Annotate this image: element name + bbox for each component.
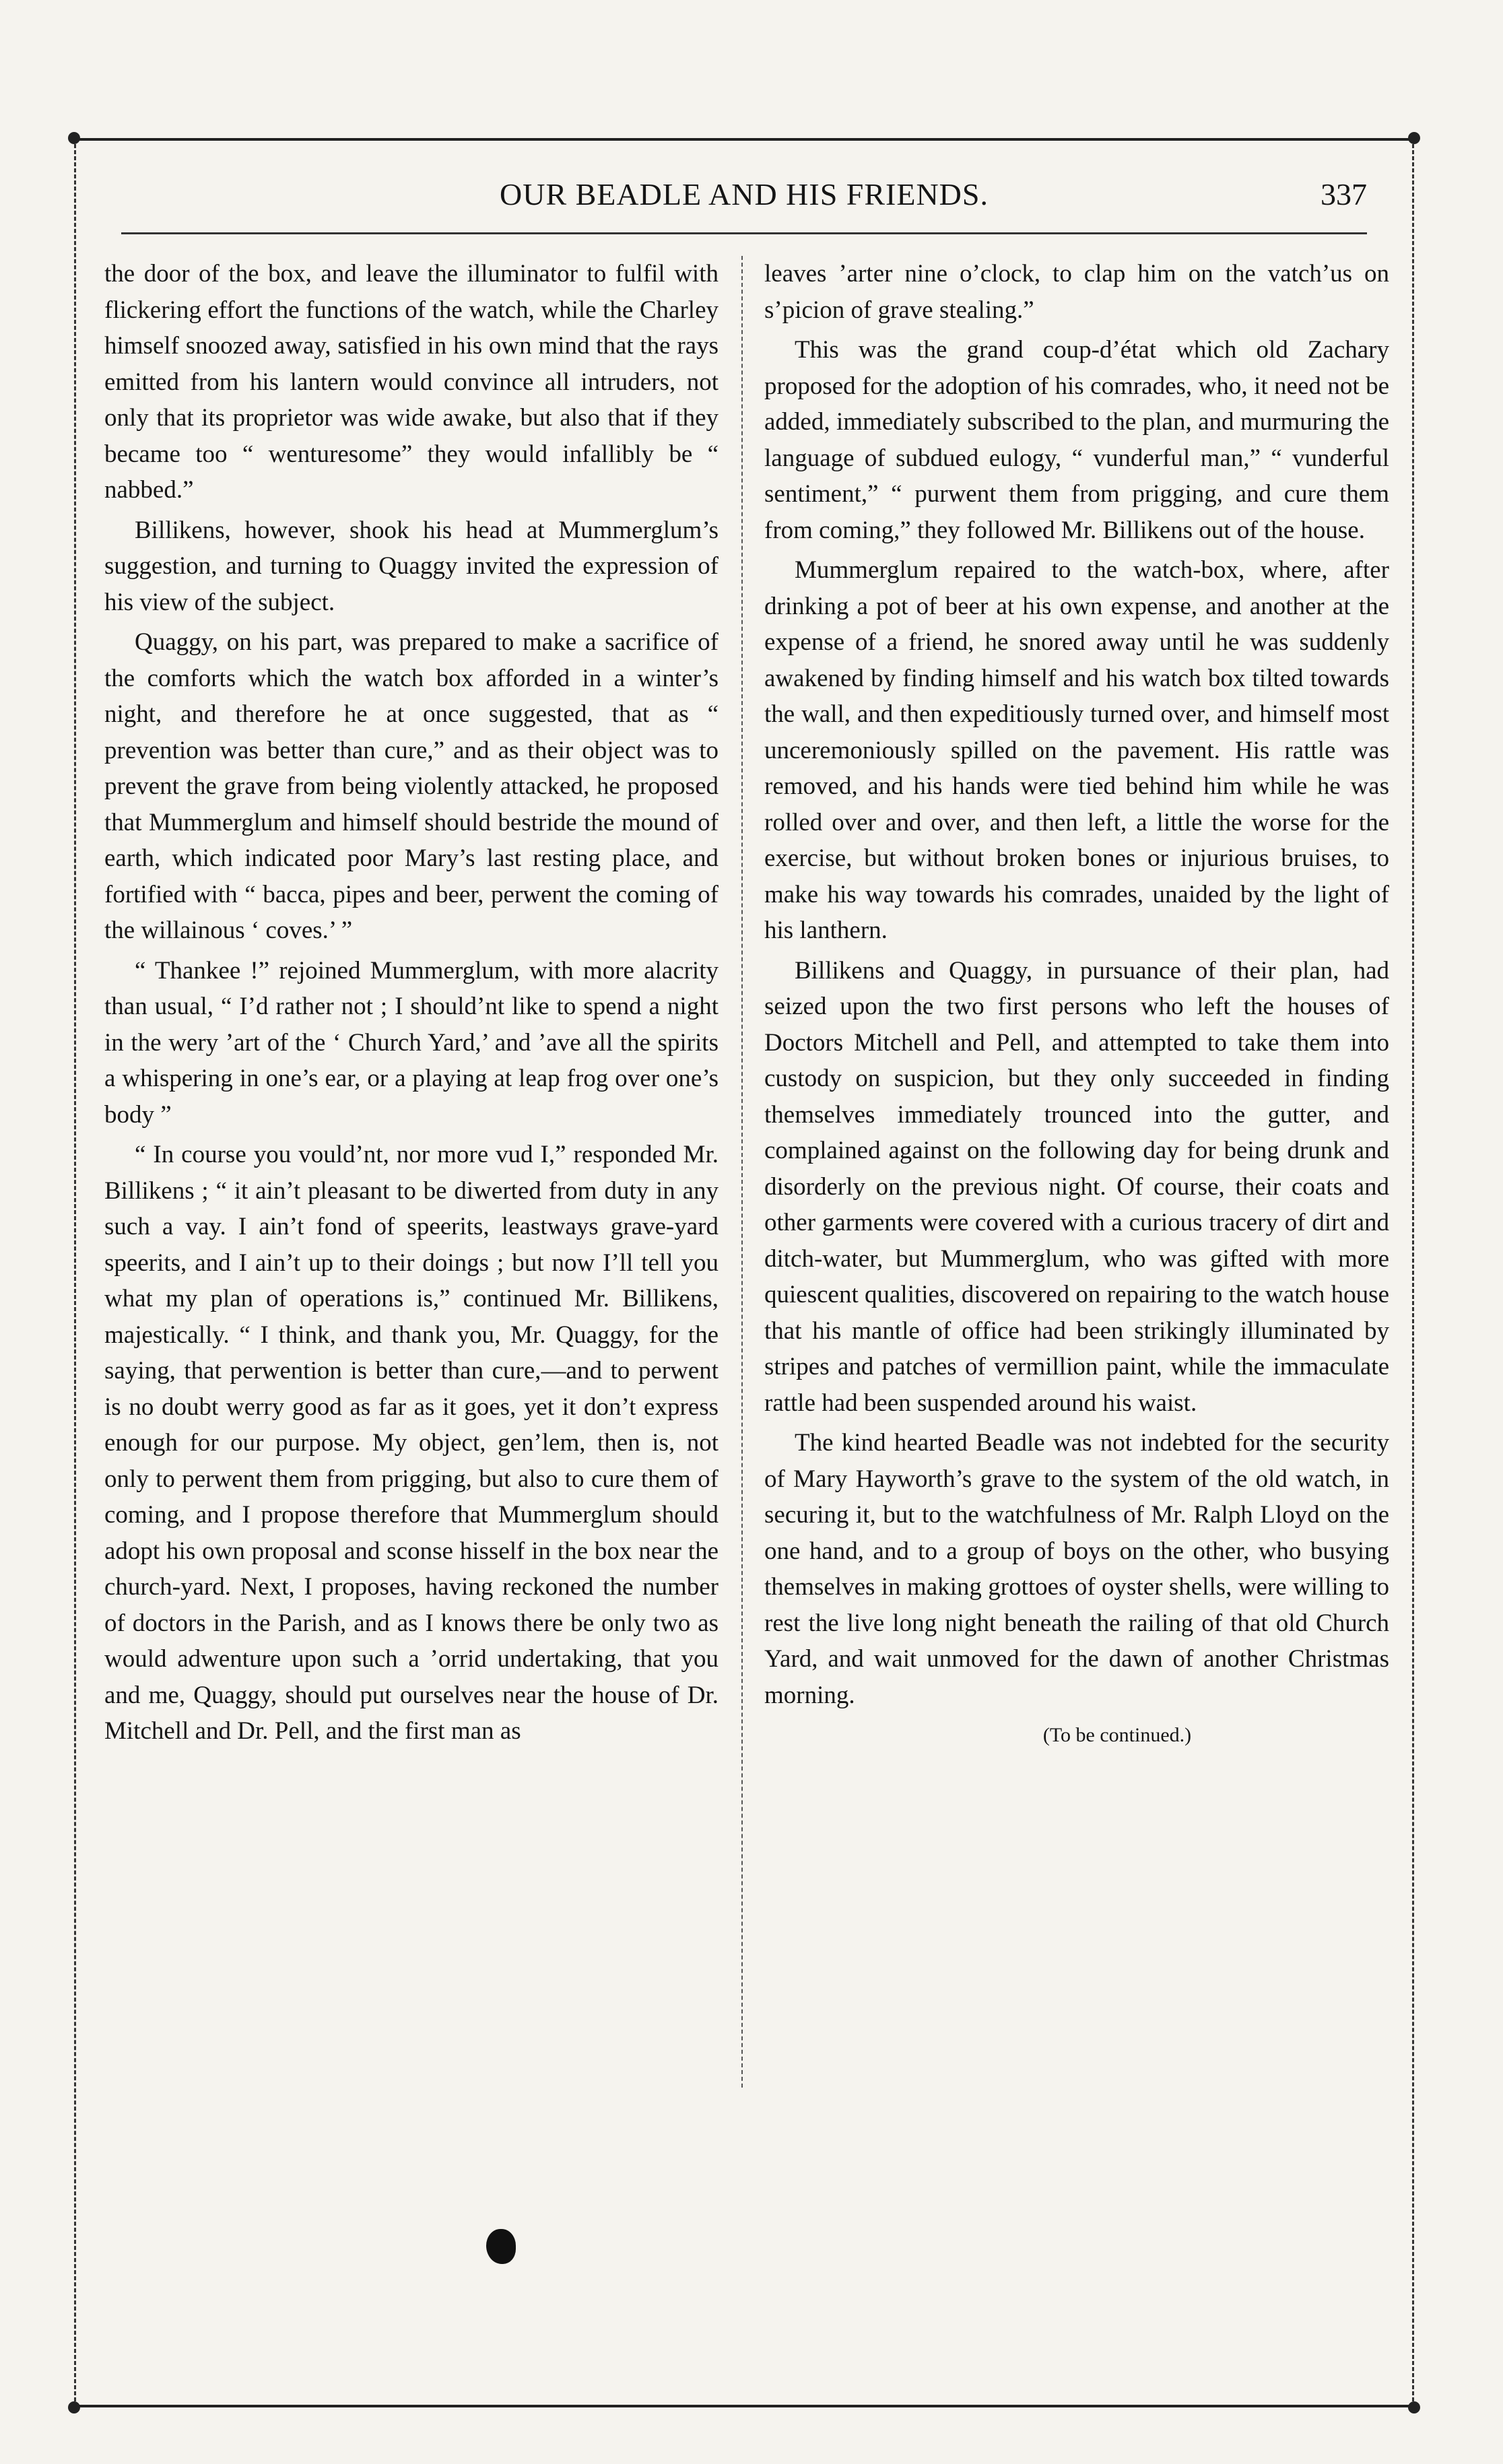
paragraph: the door of the box, and leave the illuminator to fulfil with flickering effort the functions of the watch, while the Charley himself snoozed away, satisfied in his own mind that the rays emitted from his lantern would convince all intruders, not only that its proprietor was wide awake, but also that if they became too “ wenturesome” they would infallibly be “ nabbed.” — [104, 260, 719, 504]
paragraph: “ In course you vould’nt, nor more vud I,” responded Mr. Billikens ; “ it ain’t pleasant to be diwerted from duty in any such a vay. I ain’t fond of speerits, leastways grave-yard speerits, and I ain’t up to their doings ; but now I’ll tell you what my plan of operations is,” continued Mr. Billikens, majestically. “ I think, and thank you, Mr. Quaggy, for the saying, that perwention is better than cure,—and to perwent is no doubt werry good as far as it goes, yet it don’t express enough for our purpose. My object, gen’lem, then is, not only to perwent them from prigging, but also to cure them of coming, and I propose therefore that Mummerglum should adopt his own proposal and sconse hisself in the box near the church-yard. Next, I proposes, having reckoned the number of doctors in the Parish, and as I knows there be only two as would adwenture upon such a ’orrid undertaking, that you and me, Quaggy, should put ourselves near the house of Dr. Mitchell and Dr. Pell, and the first man as — [104, 1141, 719, 1745]
ink-blot — [486, 2229, 516, 2264]
running-header — [121, 176, 1367, 230]
column-divider — [741, 256, 743, 2088]
continued-note: (To be continued.) — [1042, 1724, 1192, 1746]
paragraph: “ Thankee !” rejoined Mummerglum, with more alacrity than usual, “ I’d rather not ; I should’nt like to spend a night in the wery ’art of the ‘ Church Yard,’ and ’ave all the spirits a whispering in one’s ear, or a playing at leap frog over one’s body ” — [104, 956, 719, 1129]
paragraph: Quaggy, on his part, was prepared to make a sacrifice of the comforts which the watch box afforded in a winter’s night, and therefore he at once suggested, that as “ prevention was better than cure,” and as their object was to prevent the grave from being violently attacked, he proposed that Mummerglum and himself should bestride the mound of earth, which indicated poor Mary’s last resting place, and fortified with “ bacca, pipes and beer, perwent the coming of the willainous ‘ coves.’ ” — [104, 628, 719, 944]
left-column — [104, 256, 719, 1754]
paragraph: This was the grand coup-d’état which old Zachary proposed for the adoption of his comrades, who, it need not be added, immediately subscribed to the plan, and murmuring the language of subdued eulogy, “ vunderful man,” “ vunderful sentiment,” “ purwent them from prigging, and cure them from coming,” they followed Mr. Billikens out of the house. — [764, 336, 1389, 544]
border-corner-ornament — [1408, 132, 1420, 144]
paragraph: Mummerglum repaired to the watch-box, where, after drinking a pot of beer at his own expense, and another at the expense of a friend, he snored away until he was suddenly awakened by finding himself and his watch box tilted towards the wall, and then expeditiously turned over, and himself most unceremoniously spilled on the pavement. His rattle was removed, and his hands were tied behind him while he was rolled over and over, and then left, a little the worse for the exercise, but without broken bones or injurious bruises, to make his way towards his comrades, unaided by the light of his lanthern. — [764, 556, 1389, 944]
header-rule — [121, 232, 1367, 234]
paragraph: Billikens and Quaggy, in pursuance of their plan, had seized upon the two first persons who left the houses of Doctors Mitchell and Pell, and attempted to take them into custody on suspicion, but they only succeeded in finding themselves immediately trounced into the gutter, and complained against on the following day for being drunk and disorderly on the previous night. Of course, their coats and other garments were covered with a curious tracery of dirt and ditch-water, but Mummerglum, who was gifted with more quiescent qualities, discovered on repairing to the watch house that his mantle of office had been strikingly illuminated by stripes and patches of vermillion paint, while the immaculate rattle had been suspended around his waist. — [764, 956, 1389, 1417]
border-corner-ornament — [68, 132, 80, 144]
right-column — [764, 256, 1389, 1758]
border-corner-ornament — [68, 2401, 80, 2413]
border-corner-ornament — [1408, 2401, 1420, 2413]
paragraph: leaves ’arter nine o’clock, to clap him on the vatch’us on s’picion of grave stealing.” — [764, 260, 1389, 324]
paragraph: Billikens, however, shook his head at Mummerglum’s suggestion, and turning to Quaggy invited the expression of his view of the subject. — [104, 516, 719, 616]
paragraph: The kind hearted Beadle was not indebted for the security of Mary Hayworth’s grave to the system of the old watch, in securing it, but to the watchfulness of Mr. Ralph Lloyd on the one hand, and to a group of boys on the other, who busying themselves in making grottoes of oyster shells, were willing to rest the live long night beneath the railing of that old Church Yard, and wait unmoved for the dawn of another Christmas morning. — [764, 1429, 1389, 1709]
page-number: 337 — [1321, 177, 1367, 211]
running-title: OUR BEADLE AND HIS FRIENDS. — [500, 177, 989, 211]
